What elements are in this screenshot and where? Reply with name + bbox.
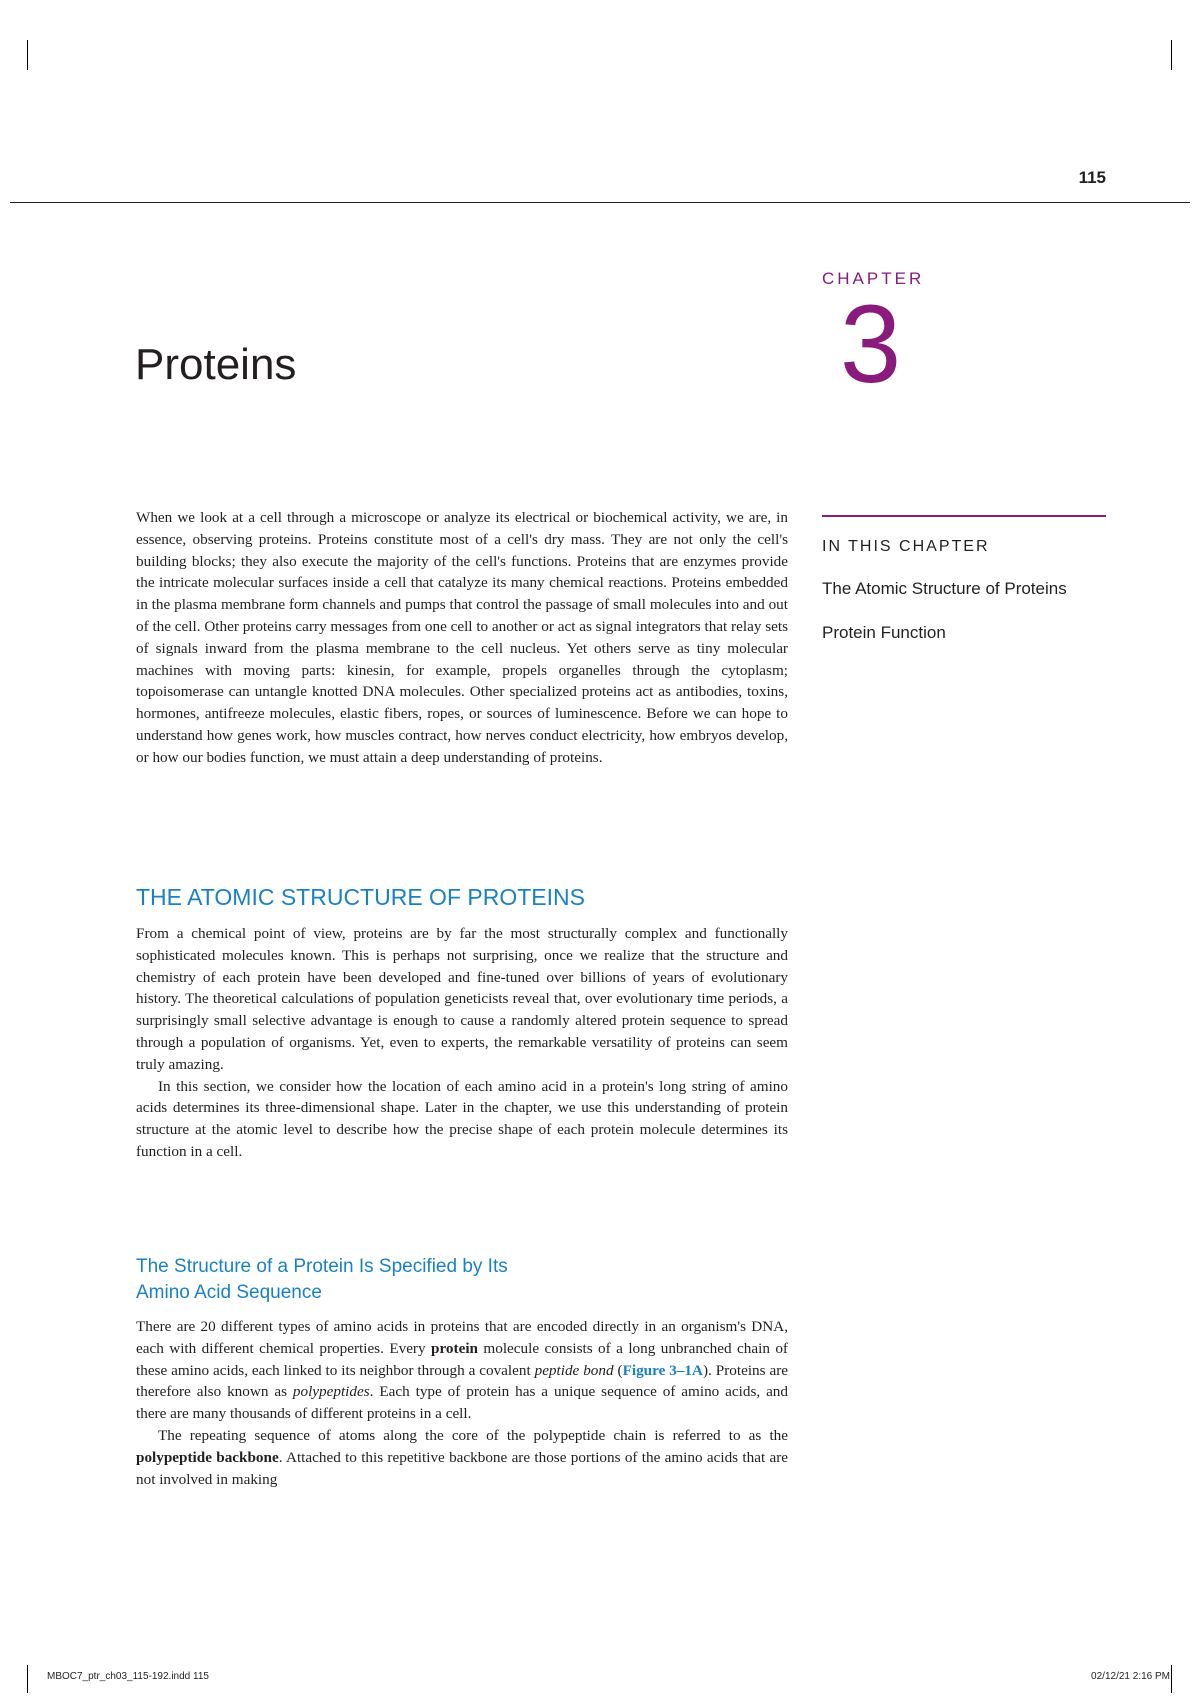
section2-paragraph-1 xyxy=(136,1316,788,1425)
footer-file-info: MBOC7_ptr_ch03_115-192.indd 115 xyxy=(47,1671,209,1682)
section1-paragraph-2: In this section, we consider how the location of each amino acid in a protein's long string of amino acids determines its three-dimensional shape. Later in the chapter, we use this understanding of protein structure at the atomic level to describe how the precise shape of each protein molecule determines its function in a cell. xyxy=(136,1077,788,1160)
crop-mark-top-left xyxy=(27,40,28,70)
page-number: 115 xyxy=(1078,168,1106,187)
header-rule xyxy=(10,202,1190,203)
section1-body xyxy=(136,923,788,1163)
text-run: ). Proteins are therefore also known as xyxy=(136,1361,789,1401)
term-polypeptides: polypeptides xyxy=(292,1383,370,1401)
text-run: There are 20 different types of amino acids in proteins that are encoded directly in an organism's DNA, each with different chemical properties. Every xyxy=(136,1318,788,1357)
term-protein: protein xyxy=(431,1339,478,1357)
text-run: ( xyxy=(613,1361,623,1379)
crop-mark-bottom-left xyxy=(27,1665,28,1693)
text-run: . Each type of protein has a unique sequence of amino acids, and there are many thousands of different proteins in a cell. xyxy=(136,1383,788,1423)
subsection-heading-line-1: The Structure of a Protein Is Specified by Its xyxy=(136,1256,508,1277)
intro-paragraph: When we look at a cell through a microscope or analyze its electrical or biochemical activity, we are, in essence, observing proteins. Proteins constitute most of a cell's dry mass. They are not only the cell's building blocks; they also execute the majority of the cell's functions. Proteins that are enzymes provide the intricate molecular surfaces inside a cell that catalyze its many chemical reactions. Proteins embedded in the plasma membrane form channels and pumps that control the passage of small molecules into and out of the cell. Other proteins carry messages from one cell to another or act as signal integrators that relay sets of signals inward from the plasma membrane to the cell nucleus. Yet others serve as tiny molecular machines with moving parts: kinesin, for example, propels organelles through the cytoplasm; topoisomerase can untangle knotted DNA molecules. Other specialized proteins act as antibodies, toxins, hormones, antifreeze molecules, elastic fibers, ropes, or sources of luminescence. Before we can hope to understand how genes work, how muscles contract, how nerves conduct electricity, how embryos develop, or how our bodies function, we must attain a deep understanding of proteins. xyxy=(136,509,788,766)
intro-block xyxy=(136,507,788,769)
text-run: molecule consists of a long unbranched chain of these amino acids, each linked to its neighbor through a covalent xyxy=(136,1339,788,1379)
term-peptide-bond: peptide bond xyxy=(534,1361,614,1379)
section-heading-atomic-structure: THE ATOMIC STRUCTURE OF PROTEINS xyxy=(136,884,585,910)
crop-mark-bottom-right xyxy=(1171,1665,1172,1693)
figure-reference-link[interactable]: Figure 3–1A xyxy=(622,1361,703,1379)
section1-paragraph-1: From a chemical point of view, proteins are by far the most structurally complex and functionally sophisticated molecules known. This is perhaps not surprising, once we realize that the structure and chemistry of each protein have been developed and fine-tuned over billions of years of evolutionary history. The theoretical calculations of population geneticists reveal that, over evolutionary time periods, a surprisingly small selective advantage is enough to cause a randomly altered protein sequence to spread through a population of organisms. Yet, even to experts, the remarkable versatility of proteins can seem truly amazing. xyxy=(136,925,788,1073)
sidebar-rule xyxy=(822,515,1106,517)
chapter-number: 3 xyxy=(840,283,902,406)
text-run: . Attached to this repetitive backbone are those portions of the amino acids that are not involved in making xyxy=(136,1448,788,1488)
section2-paragraph-2 xyxy=(136,1425,788,1490)
chapter-title: Proteins xyxy=(135,340,297,389)
term-polypeptide-backbone: polypeptide backbone xyxy=(136,1448,279,1466)
section2-body xyxy=(136,1316,788,1490)
crop-mark-top-right xyxy=(1171,40,1172,70)
chapter-label: CHAPTER xyxy=(822,269,925,288)
sidebar-item-atomic-structure[interactable]: The Atomic Structure of Proteins xyxy=(822,579,1067,598)
footer-timestamp: 02/12/21 2:16 PM xyxy=(1091,1671,1170,1682)
sidebar-heading: IN THIS CHAPTER xyxy=(822,538,990,555)
subsection-heading-line-2: Amino Acid Sequence xyxy=(136,1282,322,1303)
subsection-heading xyxy=(136,1254,508,1306)
sidebar-item-protein-function[interactable]: Protein Function xyxy=(822,623,946,642)
text-run: The repeating sequence of atoms along the core of the polypeptide chain is referred to as the xyxy=(158,1426,788,1444)
